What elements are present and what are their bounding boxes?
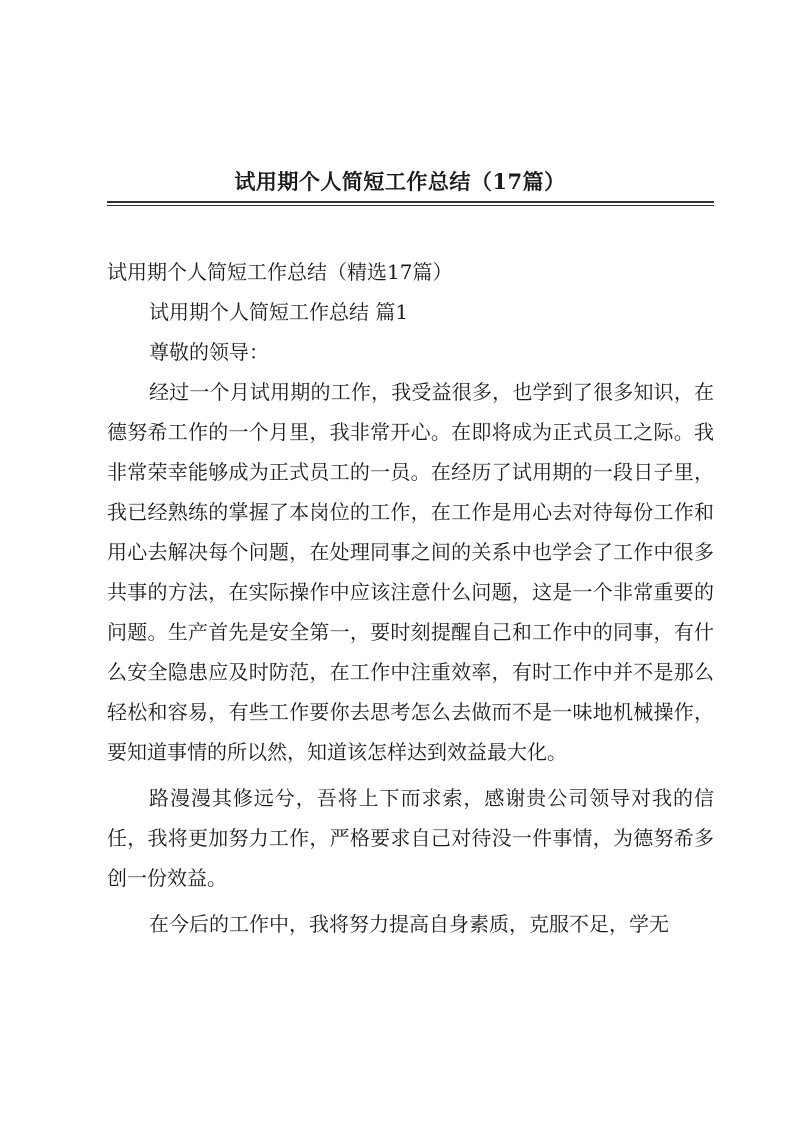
paragraph: 路漫漫其修远兮，吾将上下而求索，感谢贵公司领导对我的信任，我将更加努力工作，严格要求自己对待没一件事情，为德努希多创一份效益。 <box>107 786 714 890</box>
paragraph: 在今后的工作中，我将努力提高自身素质，克服不足，学无 <box>149 912 669 936</box>
salutation: 尊敬的领导： <box>149 340 269 364</box>
title-divider <box>107 201 714 206</box>
document-body <box>107 252 714 944</box>
document-title: 试用期个人简短工作总结（17篇） <box>234 169 566 194</box>
summary-line: 试用期个人简短工作总结（精选17篇） <box>107 260 453 284</box>
section-heading: 试用期个人简短工作总结 篇1 <box>149 300 409 324</box>
paragraph: 经过一个月试用期的工作，我受益很多，也学到了很多知识，在德努希工作的一个月里，我非常开心。在即将成为正式员工之际。我非常荣幸能够成为正式员工的一员。在经历了试用期的一段日子里，我已经熟练的掌握了本岗位的工作，在工作是用心去对待每份工作和用心去解决每个问题，在处理同事之间的关系中也学会了工作中很多共事的方法，在实际操作中应该注意什么问题，这是一个非常重要的问题。生产首先是安全第一，要时刻提醒自己和工作中的同事，有什么安全隐患应及时防范，在工作中注重效率，有时工作中并不是那么轻松和容易，有些工作要你去思考怎么去做而不是一味地机械操作，要知道事情的所以然，知道该怎样达到效益最大化。 <box>107 380 714 764</box>
